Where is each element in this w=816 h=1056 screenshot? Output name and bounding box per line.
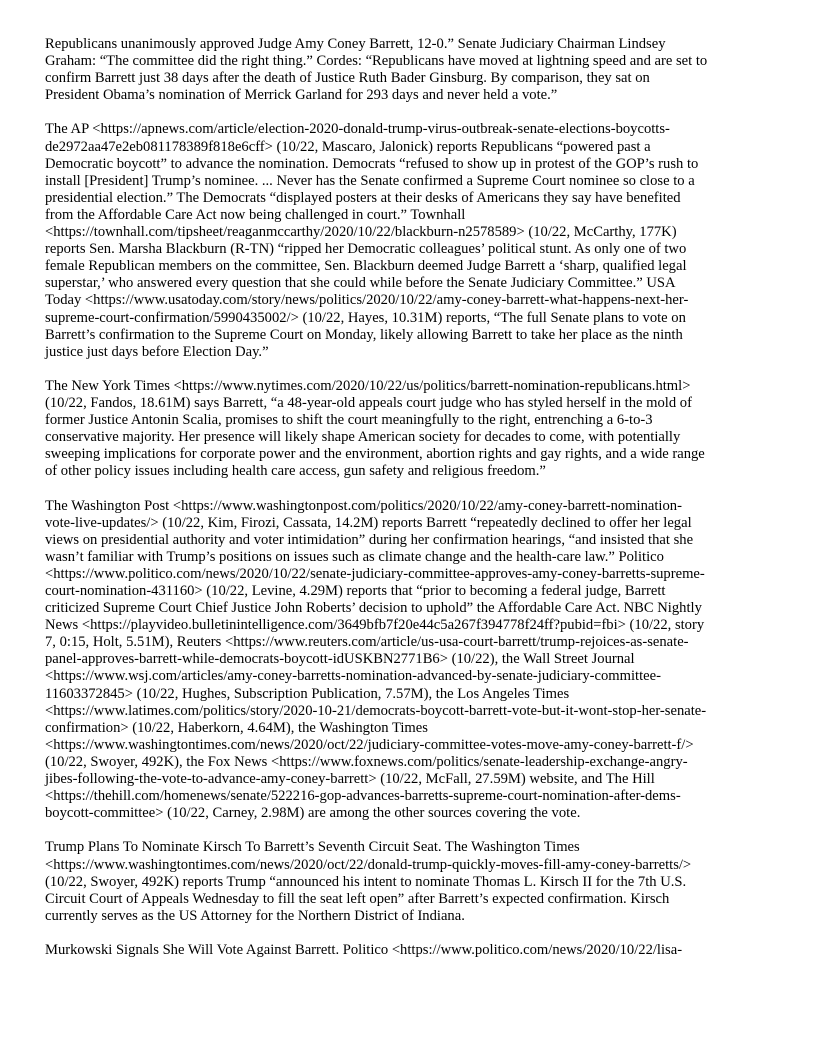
- text-line: <https://www.washingtontimes.com/news/2020/oct/22/donald-trump-quickly-moves-fill-amy-coney-barretts/>: [45, 856, 692, 873]
- text-line: <https://townhall.com/tipsheet/reaganmccarthy/2020/10/22/blackburn-n2578589> (10/22, McCarthy, 177K): [45, 224, 677, 241]
- text-line: Graham: “The committee did the right thing.” Cordes: “Republicans have moved at lightning speed and are set to: [45, 53, 708, 70]
- text-line: of other policy issues including health care access, gun safety and religious freedom.”: [45, 463, 546, 480]
- text-line: wasn’t familiar with Trump’s positions on issues such as climate change and the health-care law.” Politico: [45, 548, 664, 565]
- text-line: vote-live-updates/> (10/22, Kim, Firozi, Cassata, 14.2M) reports Barrett “repeatedly declined to offer her legal: [45, 514, 692, 531]
- text-line: criticized Supreme Court Chief Justice John Roberts’ decision to uphold” the Affordable Care Act. NBC Nightly: [45, 600, 702, 617]
- text-line: views on presidential authority and voter intimidation” during her confirmation hearings, “and insisted that she: [45, 531, 694, 548]
- text-line: <https://www.politico.com/news/2020/10/22/senate-judiciary-committee-approves-amy-coney-barretts-supreme-: [45, 565, 705, 582]
- text-line: (10/22, Swoyer, 492K), the Fox News <https://www.foxnews.com/politics/senate-leadership-exchange-angry-: [45, 753, 688, 770]
- text-line: News <https://playvideo.bulletinintelligence.com/3649bfb7f20e44c5a267f394778f24ff?pubid=fbi> (10/22, story: [45, 617, 705, 634]
- text-line: confirmation> (10/22, Haberkorn, 4.64M), the Washington Times: [45, 719, 428, 736]
- text-line: install [President] Trump’s nominee. ... Never has the Senate confirmed a Supreme Court nominee so close to a: [45, 172, 695, 189]
- text-line: Barrett’s confirmation to the Supreme Court on Monday, likely allowing Barrett to take her place as the ninth: [45, 326, 683, 343]
- text-line: superstar,’ who answered every question that she could while before the Senate Judiciary Committee.” USA: [45, 275, 676, 292]
- text-line: Republicans unanimously approved Judge Amy Coney Barrett, 12-0.” Senate Judiciary Chairman Lindsey: [45, 36, 666, 52]
- text-line: former Justice Antonin Scalia, promises to shift the court meaningfully to the right, entrenching a 6-to-3: [45, 412, 653, 429]
- text-line: The AP <https://apnews.com/article/election-2020-donald-trump-virus-outbreak-senate-elections-boycotts-: [45, 121, 670, 138]
- text-line: (10/22, Fandos, 18.61M) says Barrett, “a 48-year-old appeals court judge who has styled herself in the mold of: [45, 394, 692, 411]
- text-line: sweeping implications for corporate power and the environment, abortion rights and gay rights, and a wide range: [45, 446, 705, 463]
- text-line: The New York Times <https://www.nytimes.com/2020/10/22/us/politics/barrett-nomination-republicans.html>: [45, 377, 691, 394]
- paragraph-ap-report: [45, 121, 775, 360]
- text-line: <https://www.wsj.com/articles/amy-coney-barretts-nomination-advanced-by-senate-judiciary-committee-: [45, 668, 661, 685]
- text-line: <https://thehill.com/homenews/senate/522216-gop-advances-barretts-supreme-court-nomination-after-dems-: [45, 788, 681, 805]
- text-line: currently serves as the US Attorney for the Northern District of Indiana.: [45, 907, 465, 924]
- text-line: Murkowski Signals She Will Vote Against Barrett. Politico <https://www.politico.com/news/2020/10/22/lisa-: [45, 941, 683, 958]
- text-line: (10/22, Swoyer, 492K) reports Trump “announced his intent to nominate Thomas L. Kirsch II for the 7th U.S.: [45, 873, 687, 890]
- text-line: Today <https://www.usatoday.com/story/news/politics/2020/10/22/amy-coney-barrett-what-happens-next-her-: [45, 292, 689, 309]
- paragraph-kirsch-nomination: [45, 839, 775, 924]
- paragraph-murkowski: [45, 942, 775, 959]
- text-line: <https://www.washingtontimes.com/news/2020/oct/22/judiciary-committee-votes-move-amy-coney-barrett-f/>: [45, 736, 694, 753]
- text-line: from the Affordable Care Act now being challenged in court.” Townhall: [45, 206, 466, 223]
- text-line: confirm Barrett just 38 days after the death of Justice Ruth Bader Ginsburg. By comparison, they sat on: [45, 70, 650, 87]
- text-line: Circuit Court of Appeals Wednesday to fill the seat left open” after Barrett’s expected confirmation. Kirsch: [45, 890, 670, 907]
- text-line: President Obama’s nomination of Merrick Garland for 293 days and never held a vote.”: [45, 87, 558, 104]
- text-line: court-nomination-431160> (10/22, Levine, 4.29M) reports that “prior to becoming a federal judge, Barrett: [45, 583, 666, 599]
- paragraph-wapo-report: [45, 498, 775, 823]
- text-line: Democratic boycott” to advance the nomination. Democrats “refused to show up in protest of the GOP’s rush to: [45, 155, 699, 172]
- text-line: The Washington Post <https://www.washingtonpost.com/politics/2020/10/22/amy-coney-barrett-nomination-: [45, 497, 682, 514]
- text-line: jibes-following-the-vote-to-advance-amy-coney-barrett> (10/22, McFall, 27.59M) website, and The Hill: [45, 771, 655, 788]
- text-line: 11603372845> (10/22, Hughes, Subscription Publication, 7.57M), the Los Angeles Times: [45, 685, 570, 702]
- text-line: Trump Plans To Nominate Kirsch To Barrett’s Seventh Circuit Seat. The Washington Times: [45, 839, 580, 856]
- text-line: supreme-court-confirmation/5990435002/> (10/22, Hayes, 10.31M) reports, “The full Senate plans to vote on: [45, 309, 686, 326]
- text-line: 7, 0:15, Holt, 5.51M), Reuters <https://www.reuters.com/article/us-usa-court-barrett/trump-rejoices-as-senate-: [45, 634, 689, 651]
- text-line: <https://www.latimes.com/politics/story/2020-10-21/democrats-boycott-barrett-vote-but-it-wont-stop-her-senate-: [45, 702, 707, 719]
- text-line: presidential election.” The Democrats “displayed posters at their desks of Americans they say have benefited: [45, 189, 681, 206]
- text-line: justice just days before Election Day.”: [45, 343, 269, 360]
- text-line: panel-approves-barrett-while-democrats-boycott-idUSKBN2771B6> (10/22), the Wall Street Journal: [45, 651, 635, 668]
- text-line: reports Sen. Marsha Blackburn (R-TN) “ripped her Democratic colleagues’ political stunt. As only one of two: [45, 241, 687, 258]
- paragraph-cordes-quote: [45, 36, 775, 104]
- document-page: [45, 36, 775, 976]
- paragraph-nyt-report: [45, 378, 775, 481]
- text-line: conservative majority. Her presence will likely shape American society for decades to come, with potentially: [45, 429, 681, 446]
- text-line: boycott-committee> (10/22, Carney, 2.98M) are among the other sources covering the vote.: [45, 805, 581, 822]
- text-line: de2972aa47e2eb081178389f818e6cff> (10/22, Mascaro, Jalonick) reports Republicans “powered past a: [45, 138, 651, 155]
- text-line: female Republican members on the committee, Sen. Blackburn deemed Judge Barrett a ‘sharp, qualified legal: [45, 258, 687, 275]
